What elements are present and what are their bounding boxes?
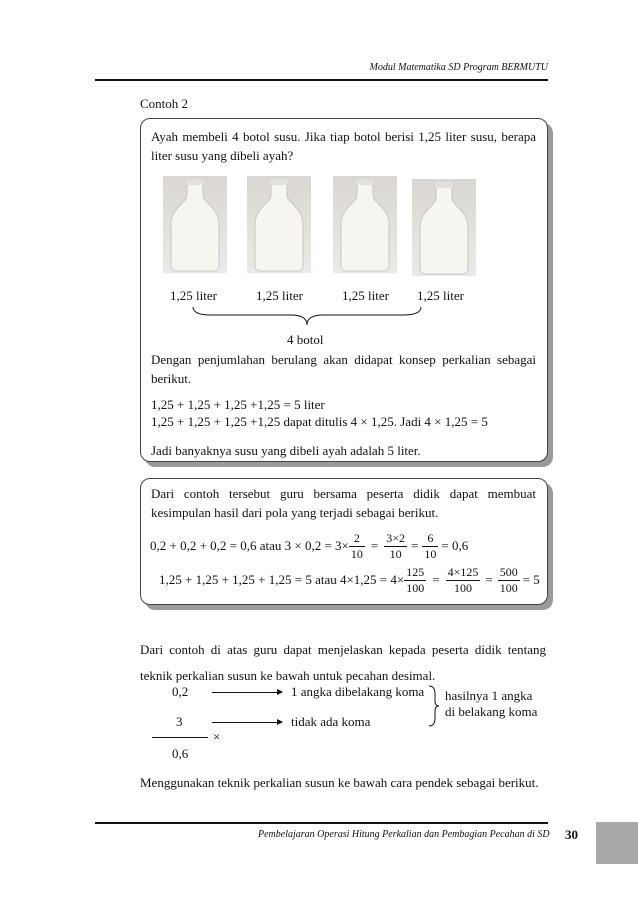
mid-note: tidak ada koma	[291, 714, 371, 729]
milk-bottle-image	[333, 176, 397, 273]
brace-note: di belakang koma	[445, 704, 538, 719]
equation-2	[159, 560, 540, 600]
example-box	[140, 118, 548, 462]
bottle-label: 1,25 liter	[256, 288, 303, 303]
eq1-result: = 0,6	[441, 538, 469, 553]
bottle-label: 1,25 liter	[342, 288, 389, 303]
header-rule	[95, 79, 548, 81]
eq1-left: 0,2 + 0,2 + 0,2 = 0,6 atau 3 × 0,2 = 3×	[150, 538, 349, 553]
addition-line: 1,25 + 1,25 + 1,25 +1,25 = 5 liter	[151, 397, 325, 412]
equals-sign: =	[411, 538, 419, 553]
milk-bottle-image	[247, 176, 311, 273]
conclusion-text: Jadi banyaknya susu yang dibeli ayah adalah 5 liter.	[151, 443, 421, 458]
running-header: Modul Matematika SD Program BERMUTU	[369, 62, 548, 73]
footer-rule	[95, 822, 548, 824]
footer-title: Pembelajaran Operasi Hitung Perkalian dan Pembagian Pecahan di SD	[258, 829, 550, 840]
explanation-text: Dari contoh di atas guru dapat menjelaskan kepada peserta didik tentang teknik perkalian susun ke bawah untuk pecahan desimal.	[140, 642, 546, 683]
arrow-right-icon	[212, 722, 282, 723]
sum-line	[152, 737, 208, 738]
eq2-left: 1,25 + 1,25 + 1,25 + 1,25 = 5 atau 4×1,25 = 4×	[159, 572, 405, 587]
milk-bottle-image	[163, 176, 227, 273]
equals-sign: =	[485, 572, 493, 587]
bottle-label: 1,25 liter	[417, 288, 464, 303]
top-note: 1 angka dibelakang koma	[291, 684, 425, 699]
closing-text: Menggunakan teknik perkalian susun ke bawah cara pendek sebagai berikut.	[140, 775, 539, 790]
page-number: 30	[565, 827, 578, 842]
fraction: $\frac{6}{10}$	[424, 530, 437, 561]
stacked-top-number: 0,2	[172, 684, 189, 699]
fraction: $\frac{500}{100}$	[499, 564, 518, 595]
fraction: $\frac{2}{10}$	[350, 530, 363, 561]
stacked-multiplier: 3	[176, 714, 183, 729]
fraction: $\frac{4\times 125}{100}$	[447, 564, 479, 595]
times-sign: ×	[213, 729, 221, 744]
multiplication-line: 1,25 + 1,25 + 1,25 +1,25 dapat ditulis 4 × 1,25. Jadi 4 × 1,25 = 5	[151, 414, 488, 429]
problem-text: Ayah membeli 4 botol susu. Jika tiap botol berisi 1,25 liter susu, berapa liter susu yang dibeli ayah?	[151, 129, 536, 163]
fraction: $\frac{3\times 2}{10}$	[386, 530, 406, 561]
eq2-result: = 5	[522, 572, 540, 587]
intro-text: Dengan penjumlahan berulang akan didapat konsep perkalian sebagai berikut.	[151, 352, 536, 386]
brace-label: 4 botol	[287, 332, 324, 347]
fraction: $\frac{125}{100}$	[406, 564, 425, 595]
pattern-intro: Dari contoh tersebut guru bersama peserta didik dapat membuat kesimpulan hasil dari pola yang terjadi sebagai berikut.	[151, 486, 536, 520]
section-title: Contoh 2	[140, 96, 189, 111]
milk-bottle-image	[412, 179, 476, 276]
stacked-result: 0,6	[172, 746, 189, 761]
page-tab-block	[596, 822, 638, 864]
curly-brace	[191, 305, 423, 327]
arrow-right-icon	[212, 692, 282, 693]
curly-brace	[426, 684, 440, 728]
equals-sign: =	[432, 572, 440, 587]
bottle-label: 1,25 liter	[170, 288, 217, 303]
brace-note: hasilnya 1 angka	[445, 688, 533, 703]
equals-sign: =	[370, 538, 379, 553]
